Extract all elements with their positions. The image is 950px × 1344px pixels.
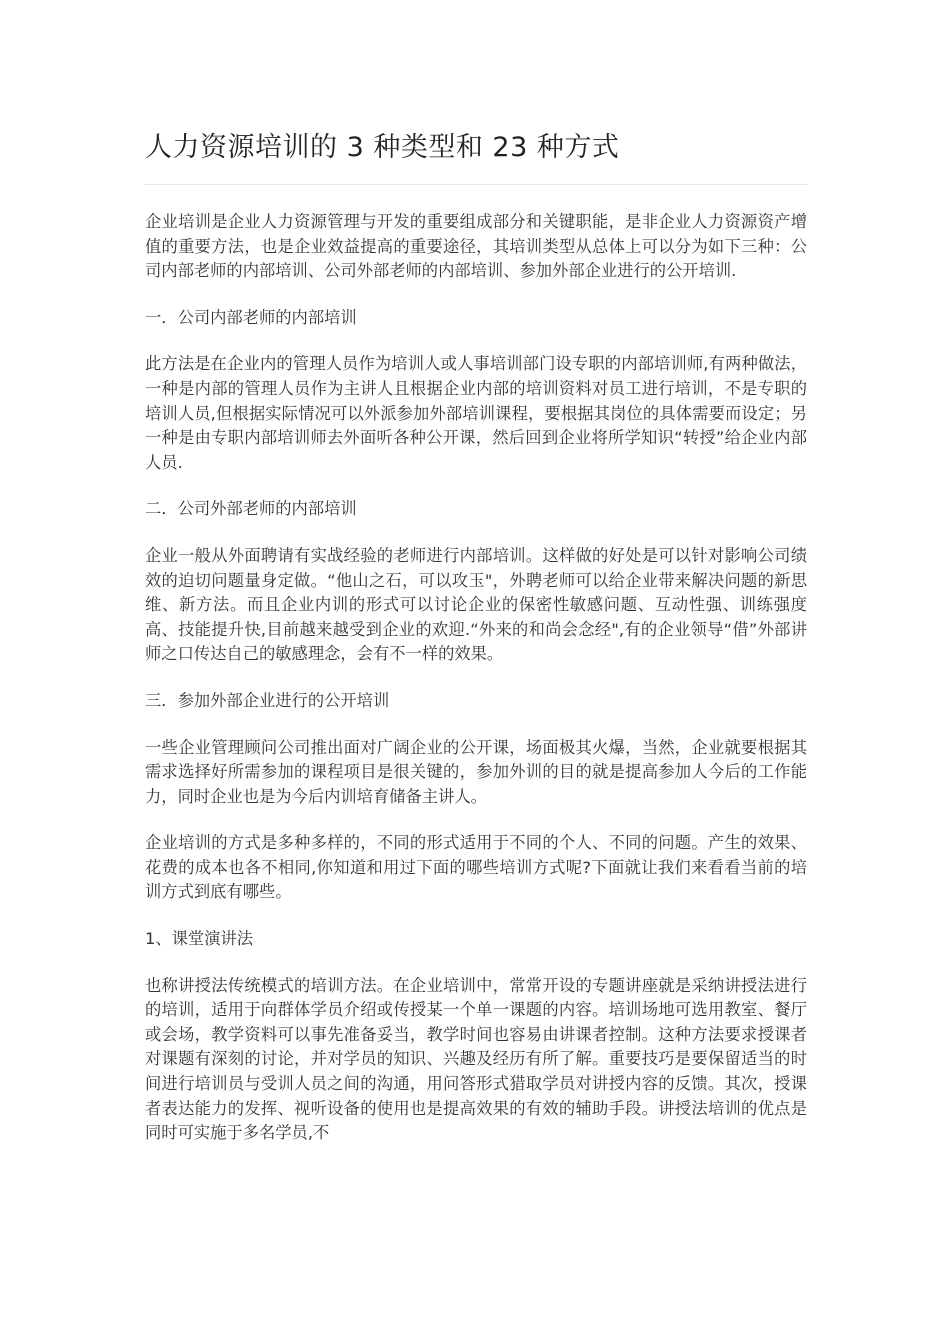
page-title: 人力资源培训的 3 种类型和 23 种方式 bbox=[145, 132, 620, 163]
section-heading-internal-teacher: 一．公司内部老师的内部培训 bbox=[145, 307, 357, 327]
section-heading-public-training: 三．参加外部企业进行的公开培训 bbox=[145, 690, 390, 710]
title-divider bbox=[145, 184, 807, 185]
training-methods-intro-paragraph: 企业培训的方式是多种多样的，不同的形式适用于不同的个人、不同的问题。产生的效果、花费的成本也各不相同,你知道和用过下面的哪些培训方式呢?下面就让我们来看看当前的培训方式到底有哪些。 bbox=[145, 833, 807, 902]
public-training-paragraph: 一些企业管理顾问公司推出面对广阔企业的公开课，场面极其火爆，当然，企业就要根据其需求选择好所需参加的课程项目是很关键的，参加外训的目的就是提高参加人今后的工作能力，同时企业也是为今后内训培育储备主讲人。 bbox=[145, 737, 807, 806]
section-heading-external-teacher: 二．公司外部老师的内部培训 bbox=[145, 499, 357, 519]
internal-teacher-paragraph: 此方法是在企业内的管理人员作为培训人或人事培训部门设专职的内部培训师,有两种做法，一种是内部的管理人员作为主讲人且根据企业内部的培训资料对员工进行培训，不是专职的培训人员,但根据实际情况可以外派参加外部培训课程，要根据其岗位的具体需要而设定；另一种是由专职内部培训师去外面听各种公开课，然后回到企业将所学知识“转授”给企业内部人员. bbox=[145, 354, 807, 472]
external-teacher-paragraph: 企业一般从外面聘请有实战经验的老师进行内部培训。这样做的好处是可以针对影响公司绩效的迫切问题量身定做。“他山之石，可以攻玉"，外聘老师可以给企业带来解决问题的新思维、新方法。而且企业内训的形式可以讨论企业的保密性敏感问题、互动性强、训练强度高、技能提升快,目前越来越受到企业的欢迎.“外来的和尚会念经",有的企业领导“借”外部讲师之口传达自己的敏感理念，会有不一样的效果。 bbox=[145, 545, 807, 664]
lecture-method-paragraph: 也称讲授法传统模式的培训方法。在企业培训中，常常开设的专题讲座就是采纳讲授法进行的培训，适用于向群体学员介绍或传授某一个单一课题的内容。培训场地可选用教室、餐厅或会场，教学资料可以事先准备妥当，教学时间也容易由讲课者控制。这种方法要求授课者对课题有深刻的讨论，并对学员的知识、兴趣及经历有所了解。重要技巧是要保留适当的时间进行培训员与受训人员之间的沟通，用问答形式猎取学员对讲授内容的反馈。其次，授课者表达能力的发挥、视听设备的使用也是提高效果的有效的辅助手段。讲授法培训的优点是同时可实施于多名学员,不 bbox=[145, 975, 807, 1143]
document-page bbox=[145, 128, 807, 1168]
intro-paragraph: 企业培训是企业人力资源管理与开发的重要组成部分和关键职能，是非企业人力资源资产增值的重要方法，也是企业效益提高的重要途径，其培训类型从总体上可以分为如下三种：公司内部老师的内部培训、公司外部老师的内部培训、参加外部企业进行的公开培训. bbox=[145, 212, 807, 281]
method-heading-lecture: 1、课堂演讲法 bbox=[145, 929, 254, 949]
